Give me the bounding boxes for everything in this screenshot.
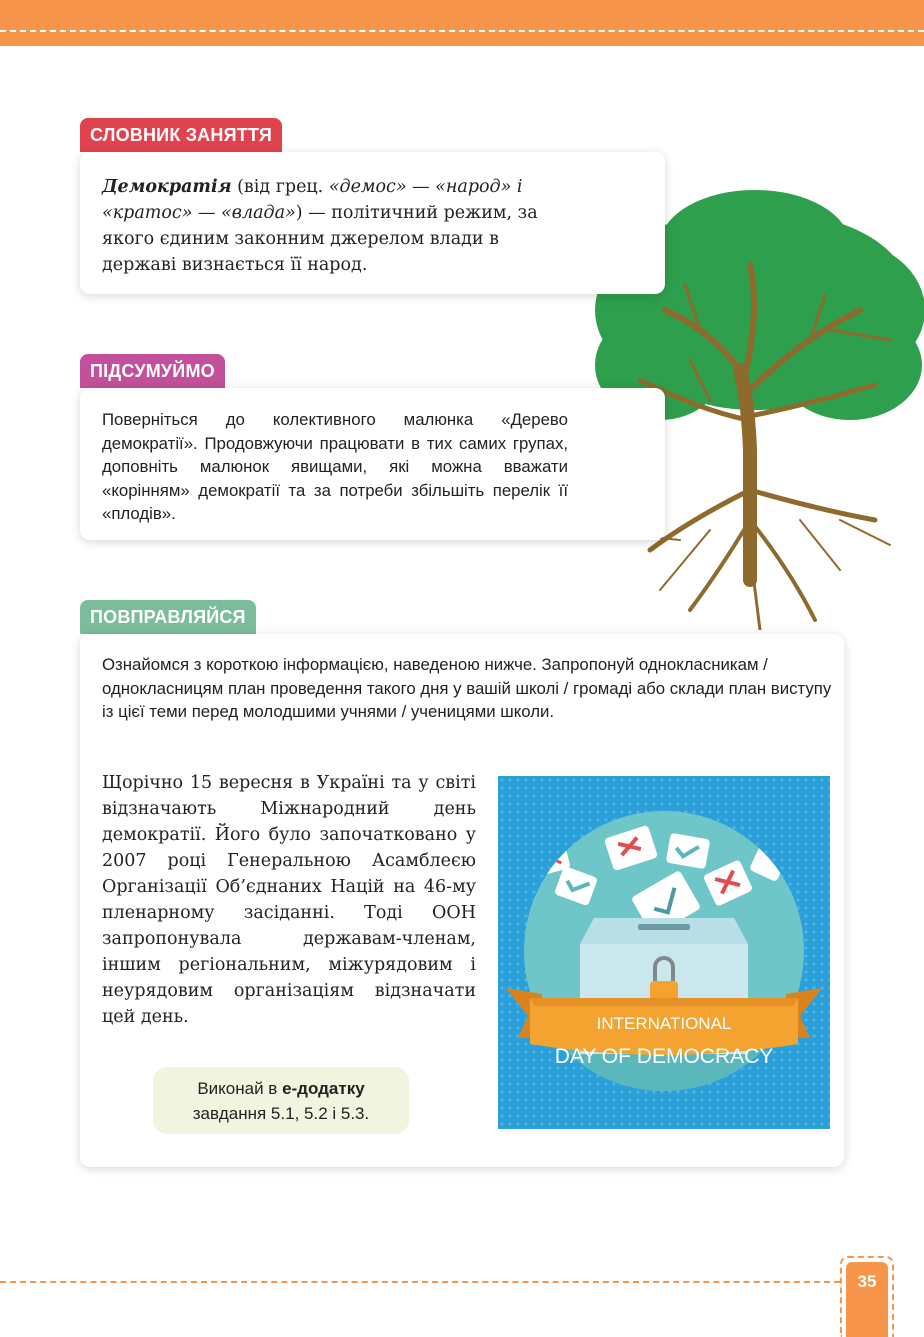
vocabulary-tab: СЛОВНИК ЗАНЯТТЯ: [80, 118, 282, 152]
footer-dashed-line: [0, 1281, 840, 1283]
definition-etymology: «демос» — «народ» і «кратос» — «влада»: [102, 177, 523, 223]
practice-tab: ПОВПРАВЛЯЙСЯ: [80, 600, 256, 634]
definition-part-2: ) — політичний режим, за якого єдиним законним джерелом влади в державі визнається її народ.: [102, 203, 538, 275]
e-addendum-note[interactable]: [153, 1067, 409, 1134]
poster-line-2: DAY OF DEMOCRACY: [554, 1045, 774, 1068]
poster-line-1: INTERNATIONAL: [596, 1014, 732, 1033]
header-band: [0, 0, 924, 46]
practice-task-text: Ознайомся з короткою інформацією, наведеною нижче. Запропонуй однокласникам / однокласницям план проведення такого дня у вашій школі / громаді або склади план виступу із цієї теми перед молодшими учнями / ученицями школи.: [102, 655, 832, 721]
header-dashed-line: [0, 30, 924, 32]
summary-text: Поверніться до колективного малюнка «Дерево демократії». Продовжуючи працювати в тих самих групах, доповніть малюнок явищами, які можна вважати «корінням» демократії та за потреби збільшіть перелік її «плодів».: [102, 410, 568, 523]
summary-tab: ПІДСУМУЙМО: [80, 354, 225, 388]
democracy-day-info: Щорічно 15 вересня в Україні та у світі відзначають Міжнародний день демократії. Його було започатковано у 2007 році Генеральною Асамблеєю Організації Об’єднаних Націй на 46-му пленарному засіданні. Тоді ООН запропонувала державам-членам, іншим регіональним, міжурядовим і неурядовим організаціям відзначати цей день.: [102, 773, 476, 1027]
definition-text: [102, 174, 568, 278]
e-addendum-link[interactable]: е-додатку: [282, 1079, 365, 1098]
definition-term: Демократія: [102, 177, 232, 197]
e-addendum-prefix: Виконай в: [197, 1079, 283, 1098]
e-addendum-tasks: завдання 5.1, 5.2 і 5.3.: [192, 1104, 370, 1123]
definition-part-1: (від грец.: [231, 177, 329, 197]
page-number: 35: [846, 1262, 888, 1337]
democracy-day-poster: [498, 776, 830, 1129]
